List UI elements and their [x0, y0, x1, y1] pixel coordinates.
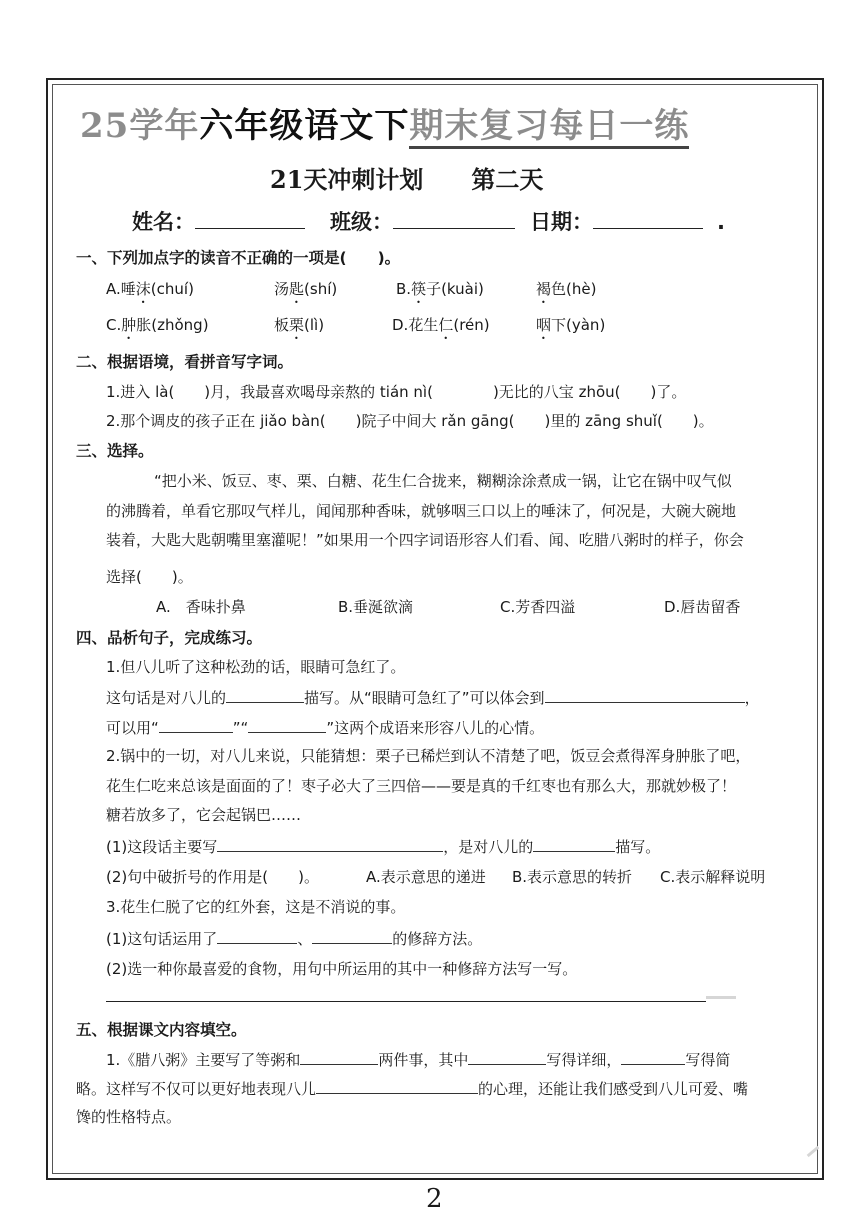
q2-heading: 二、根据语境，看拼音写字词。 — [76, 353, 294, 371]
q1-heading: 一、下列加点字的读音不正确的一项是( )。 — [76, 249, 401, 267]
writing-answer-line[interactable] — [106, 1001, 706, 1002]
q5-line-1: 1.《腊八粥》主要写了等粥和 两件事，其中 写得详细， 写得简 — [106, 1048, 730, 1070]
q3-paragraph-line: 选择( )。 — [106, 568, 193, 586]
q4-sentence-2: 糖若放多了，它会起锅巴…… — [106, 806, 302, 824]
q1-option: B.筷子(kuài) — [396, 280, 484, 298]
q4-s1-line: 这句话是对八儿的 描写。从“眼睛可急红了”可以体会到 ， — [106, 686, 760, 708]
answer-blank[interactable] — [468, 1048, 546, 1065]
q1-option: 板栗(lì) — [274, 316, 325, 334]
q4-s2-question-1: (1)这段话主要写 ，是对八儿的 描写。 — [106, 835, 660, 857]
q4-sentence-3: 3.花生仁脱了它的红外套，这是不消说的事。 — [106, 898, 406, 916]
answer-blank[interactable] — [300, 1048, 378, 1065]
answer-blank[interactable] — [545, 686, 745, 703]
q3-option-b: B.垂涎欲滴 — [338, 598, 414, 616]
date-field[interactable] — [530, 206, 725, 236]
name-label: 姓名： — [132, 210, 195, 234]
worksheet-title — [80, 98, 689, 147]
q3-paragraph-line: “把小米、饭豆、枣、栗、白糖、花生仁合拢来，糊糊涂涂煮成一锅，让它在锅中叹气似 — [154, 472, 732, 490]
answer-blank[interactable] — [217, 927, 297, 944]
q4-s1-line: 可以用“ ”“ ”这两个成语来形容八儿的心情。 — [106, 716, 544, 738]
q4-s2-option-b: B.表示意思的转折 — [512, 868, 633, 886]
answer-blank[interactable] — [312, 927, 392, 944]
answer-blank[interactable] — [226, 686, 304, 703]
q4-s3-question-1: (1)这句话运用了 、 的修辞方法。 — [106, 927, 482, 949]
q1-option: D.花生仁(rén) — [392, 316, 490, 334]
title-year: 25学年 — [80, 106, 200, 146]
q5-line-2: 略。这样写不仅可以更好地表现八儿 的心理，还能让我们感受到八儿可爱、嘴 — [76, 1077, 748, 1099]
date-label: 日期： — [530, 210, 593, 234]
q4-s2-option-a: A.表示意思的递进 — [366, 868, 486, 886]
q3-option-c: C.芳香四溢 — [500, 598, 576, 616]
day-label: 第二天 — [471, 165, 544, 194]
q1-option: A.唾沫(chuí) — [106, 280, 194, 298]
q4-sentence-2: 2.锅中的一切，对八儿来说，只能猜想：栗子已稀烂到认不清楚了吧，饭豆会煮得浑身肿胀了吧， — [106, 747, 751, 765]
q1-option: 褐色(hè) — [536, 280, 597, 298]
q3-heading: 三、选择。 — [76, 442, 154, 460]
name-blank[interactable] — [195, 210, 305, 229]
title-grade: 六年级语文下 — [199, 106, 410, 146]
class-blank[interactable] — [393, 210, 515, 229]
q3-option-a: A. 香味扑鼻 — [156, 598, 246, 616]
q4-s2-option-c: C.表示解释说明 — [660, 868, 766, 886]
scan-smudge — [706, 996, 736, 999]
q2-line-1: 1.进入 là( )月，我最喜欢喝母亲熬的 tián nì( )无比的八宝 zhōu( )了。 — [106, 383, 687, 401]
class-label: 班级： — [330, 210, 393, 234]
q5-heading: 五、根据课文内容填空。 — [76, 1021, 247, 1039]
q5-line-3: 馋的性格特点。 — [76, 1108, 182, 1126]
answer-blank[interactable] — [533, 835, 615, 852]
name-field[interactable] — [132, 206, 305, 236]
q4-s3-question-2: (2)选一种你最喜爱的食物，用句中所运用的其中一种修辞方法写一写。 — [106, 960, 578, 978]
q4-heading: 四、品析句子，完成练习。 — [76, 629, 263, 647]
q1-option: C.肿胀(zhǒng) — [106, 316, 209, 334]
date-blank[interactable] — [593, 210, 703, 229]
answer-blank[interactable] — [316, 1077, 478, 1094]
q4-s2-question-2: (2)句中破折号的作用是( )。 — [106, 868, 319, 886]
answer-blank[interactable] — [621, 1048, 685, 1065]
worksheet-subtitle — [270, 160, 543, 195]
q3-paragraph-line: 装着，大匙大匙朝嘴里塞灌呢！”如果用一个四字词语形容人们看、闻、吃腊八粥时的样子，你会 — [106, 531, 744, 549]
answer-blank[interactable] — [217, 835, 443, 852]
q1-option: 咽下(yàn) — [536, 316, 606, 334]
q4-sentence-1: 1.但八儿听了这种松劲的话，眼睛可急红了。 — [106, 658, 406, 676]
class-field[interactable] — [330, 206, 515, 236]
page-number: 2 — [426, 1184, 443, 1214]
q3-option-d: D.唇齿留香 — [664, 598, 741, 616]
trailing-dot: . — [717, 210, 725, 234]
plan-label: 21天冲刺计划 — [270, 165, 424, 194]
q1-option: 汤匙(shí) — [274, 280, 338, 298]
answer-blank[interactable] — [248, 716, 326, 733]
answer-blank[interactable] — [159, 716, 233, 733]
title-series: 期末复习每日一练 — [409, 106, 689, 149]
q4-sentence-2: 花生仁吃来总该是面面的了！枣子必大了三四倍——要是真的千红枣也有那么大，那就妙极了！ — [106, 777, 737, 795]
q2-line-2: 2.那个调皮的孩子正在 jiǎo bàn( )院子中间大 rǎn gāng( )里的 zāng shuǐ( )。 — [106, 412, 714, 430]
q3-paragraph-line: 的沸腾着，单看它那叹气样儿，闻闻那种香味，就够咽三口以上的唾沫了，何况是，大碗大碗地 — [106, 502, 737, 520]
